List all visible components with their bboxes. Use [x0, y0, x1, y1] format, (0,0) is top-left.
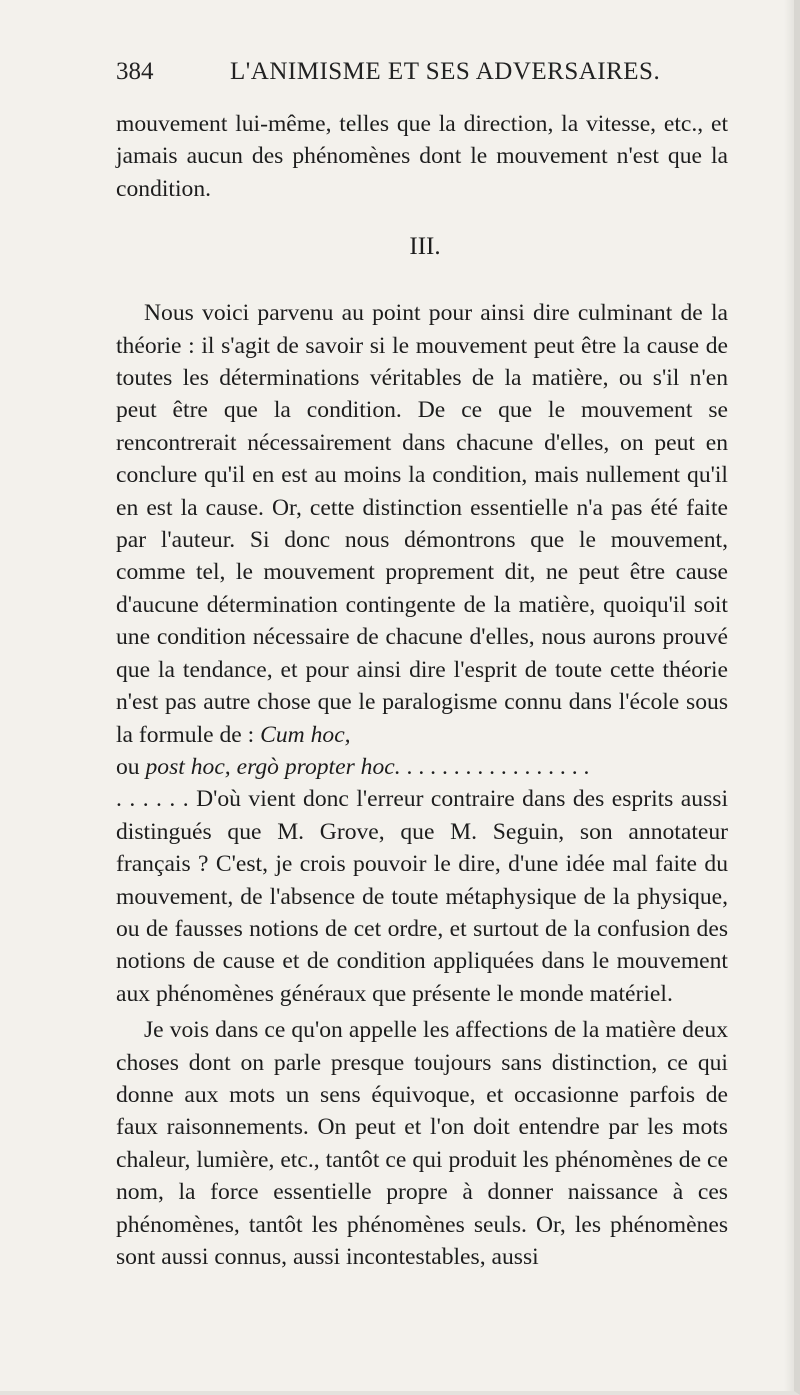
running-title: L'ANIMISME ET SES ADVERSAIRES.	[230, 58, 661, 85]
paragraph-error	[116, 783, 728, 1010]
paragraph-continued: mouvement lui-même, telles que la direction, la vitesse, etc., et jamais aucun des phénomènes dont le mouvement n'est que la condition.	[116, 111, 728, 202]
ellipsis-lead: . . . . . .	[116, 786, 189, 813]
body-text	[116, 108, 728, 1273]
paragraph-theory	[116, 297, 728, 783]
running-head	[116, 58, 728, 92]
latin-phrase-post-hoc: post hoc, ergò propter hoc.	[145, 753, 401, 780]
paragraph-affections: Je vois dans ce qu'on appelle les affections de la matière deux choses dont on parle presque toujours sans distinction, ce qui donne aux mots un sens équivoque, et occasionne parfois de faux raisonnements. On peut et l'on doit entendre par les mots chaleur, lumière, etc., tantôt ce qui produit les phénomènes de ce nom, la force essentielle propre à donner naissance à ces phénomènes, tantôt les phénomènes seuls. Or, les phénomènes sont aussi connus, aussi incontestables, aussi	[116, 1017, 728, 1270]
word-ou: ou	[116, 753, 140, 780]
paragraph-theory-text: Nous voici parvenu au point pour ainsi dire culminant de la théorie : il s'agit de savoir si le mouvement peut être la cause de toutes les déterminations véritables de la matière, ou s'il n'en peut être que la condition. De ce que le mouvement se rencontrerait nécessairement dans chacune d'elles, on peut en conclure qu'il en est au moins la condition, mais nullement qu'il en est la cause. Or, cette distinction essentielle n'a pas été faite par l'auteur. Si donc nous démontrons que le mouvement, comme tel, le mouvement proprement dit, ne peut être cause d'aucune détermination contingente de la matière, quoiqu'il soit une condition nécessaire de chacune d'elles, nous aurons prouvé que la tendance, et pour ainsi dire l'esprit de toute cette théorie n'est pas autre chose que le paralogisme connu dans l'école sous la formule de :	[116, 300, 728, 748]
section-heading: III.	[409, 233, 441, 261]
ellipsis-line: . . . . . . . . . . . . . . . .	[406, 753, 590, 780]
page-number: 384	[116, 58, 154, 85]
page-edge-shadow	[784, 0, 794, 1391]
latin-phrase-cum-hoc: Cum hoc,	[260, 721, 351, 748]
paragraph-error-text: D'où vient donc l'erreur contraire dans des esprits aussi distingués que M. Grove, que M. Seguin, son annotateur français ? C'est, je crois pouvoir le dire, d'une idée mal faite du mouvement, de l'absence de toute métaphysique de la physique, ou de fausses notions de cet ordre, et surtout de la confusion des notions de cause et de condition appliquées dans le mouvement aux phénomènes généraux que présente le monde matériel.	[116, 786, 728, 1007]
